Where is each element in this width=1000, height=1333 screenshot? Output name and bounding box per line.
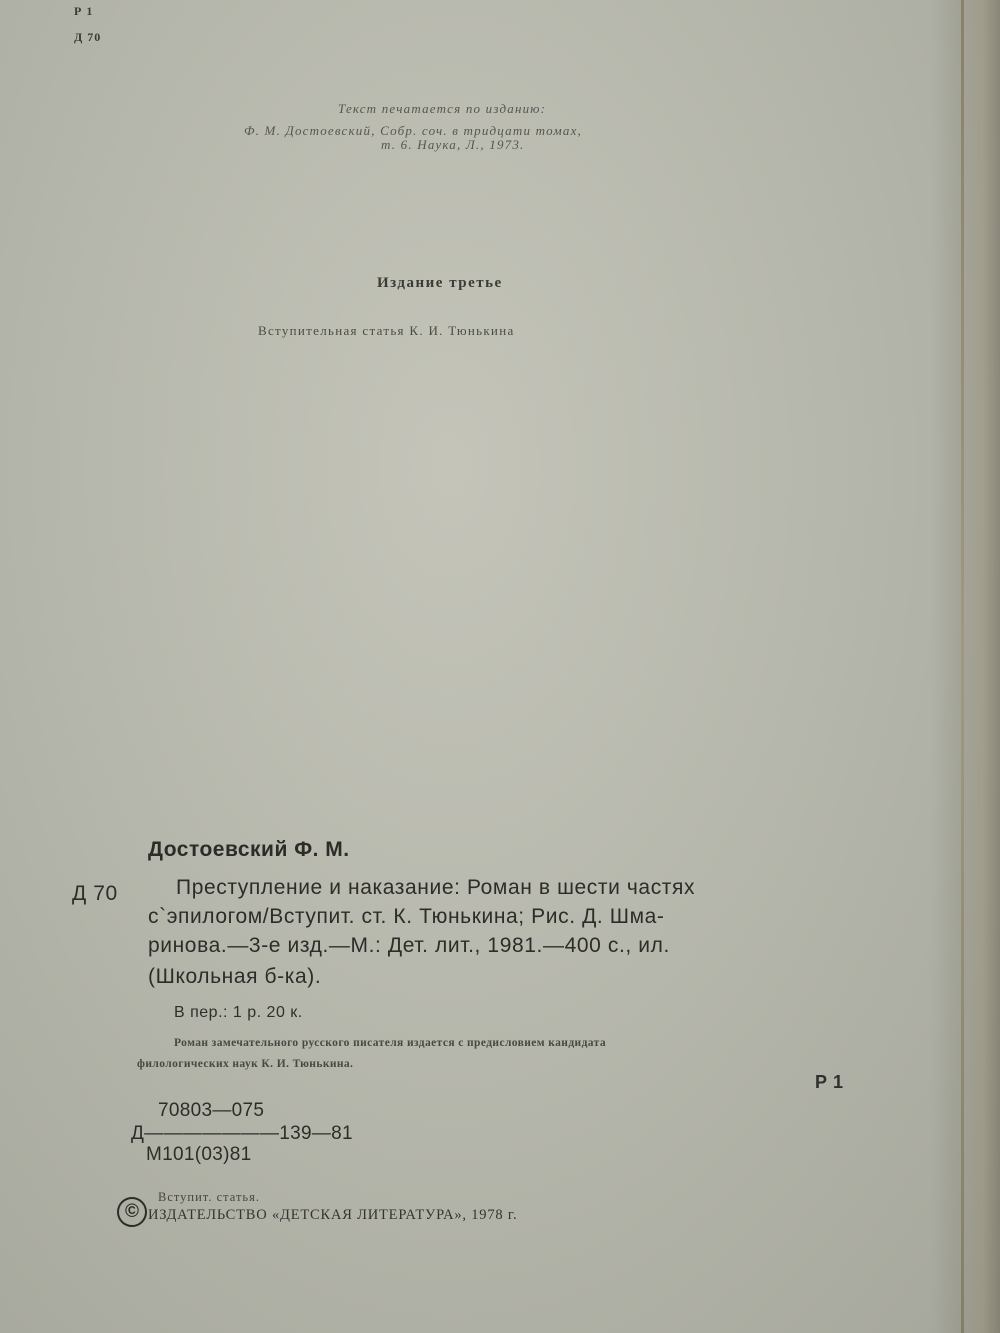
card-description-line-2: с`эпилогом/Вступит. ст. К. Тюнькина; Рис. Д. Шма- [148,905,665,928]
card-author-mark: Д 70 [72,882,118,905]
source-note-line-2: Ф. М. Достоевский, Собр. соч. в тридцати томах, [244,123,583,138]
card-bbk-code: Р 1 [815,1072,844,1092]
card-annotation-line-1: Роман замечательного русского писателя издается с предисловием кандидата [174,1037,606,1049]
author-mark-top: Д 70 [74,30,102,44]
card-description-line-1: Преступление и наказание: Роман в шести частях [176,876,696,899]
card-code-top: 70803—075 [158,1100,265,1121]
binding-line [961,0,964,1333]
binding-edge [930,0,1000,1333]
card-description-line-3: ринова.—3-е изд.—М.: Дет. лит., 1981.—400 с., ил. [148,934,670,957]
card-author: Достоевский Ф. М. [148,838,350,861]
copyright-publisher: ИЗДАТЕЛЬСТВО «ДЕТСКАЯ ЛИТЕРАТУРА», 1978 г. [148,1207,518,1223]
card-annotation-line-2: филологических наук К. И. Тюнькина. [137,1058,354,1070]
card-description-line-4: (Школьная б-ка). [148,965,322,988]
card-code-bottom: М101(03)81 [146,1144,252,1165]
source-note-line-1: Текст печатается по изданию: [338,101,547,116]
bbk-code-top: Р 1 [74,4,94,18]
edition-label: Издание третье [377,275,503,291]
copyright-intro-note: Вступит. статья. [158,1190,261,1204]
source-note-line-3: т. 6. Наука, Л., 1973. [381,137,525,152]
card-price: В пер.: 1 р. 20 к. [174,1004,303,1021]
copyright-icon: © [117,1197,147,1227]
intro-article-credit: Вступительная статья К. И. Тюнькина [258,323,515,338]
card-code-middle: Д———————139—81 [131,1123,353,1144]
